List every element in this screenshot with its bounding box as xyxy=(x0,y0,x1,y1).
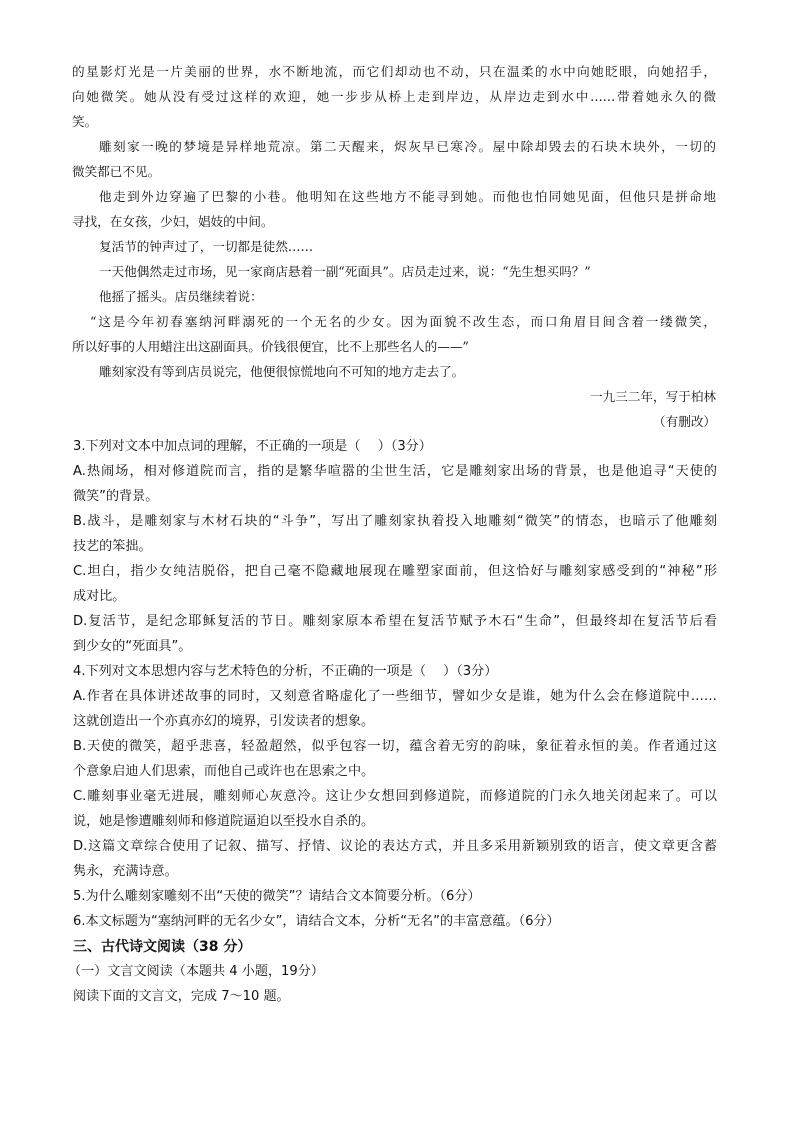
q3-option-b-line1: B.战斗，是雕刻家与木材石块的“斗争”，写出了雕刻家执着投入地雕刻“微笑”的情态，也暗示了他雕刻 xyxy=(73,514,717,529)
q4-stem: 4.下列对文本思想内容与艺术特色的分析，不正确的一项是（ ）（3分） xyxy=(73,664,498,679)
q6-stem: 6.本文标题为“塞纳河畔的无名少女”，请结合文本，分析“无名”的丰富意蕴。（6分） xyxy=(73,914,560,929)
section-3-subheading: （一）文言文阅读（本题共 4 小题，19分） xyxy=(68,964,324,979)
story-p5: 一天他偶然走过市场，见一家商店悬着一副“死面具”。店员走过来，说：“先生想买吗？” xyxy=(99,264,591,279)
story-p6: 他摇了摇头。店员继续着说： xyxy=(99,289,263,304)
story-p7-line1: “这是今年初春塞纳河畔溺死的一个无名的少女。因为面貌不改生态，而口角眉目间含着一缕微笑， xyxy=(90,314,716,329)
story-p4: 复活节的钟声过了，一切都是徒然…… xyxy=(99,239,314,254)
story-signature: 一九三二年，写于柏林 xyxy=(590,389,716,404)
story-p3-line1: 他走到外边穿遍了巴黎的小巷。他明知在这些地方不能寻到她。而他也怕同她见面，但他只是拼命地 xyxy=(99,189,716,204)
q3-option-a-line2: 微笑”的背景。 xyxy=(73,489,159,504)
q3-option-d-line1: D.复活节，是纪念耶稣复活的节日。雕刻家原本希望在复活节赋予木石“生命”，但最终却在复活节后看 xyxy=(73,614,717,629)
story-p3-line2: 寻找，在女孩，少妇，娼妓的中间。 xyxy=(72,214,274,229)
q4-option-c-line1: C.雕刻事业毫无进展，雕刻师心灰意冷。这让少女想回到修道院，而修道院的门永久地关闭起来了。可以 xyxy=(73,789,717,804)
q4-option-a-line2: 这就创造出一个亦真亦幻的境界，引发读者的想象。 xyxy=(73,714,375,729)
story-p8: 雕刻家没有等到店员说完，他便很惊慌地向不可知的地方走去了。 xyxy=(99,364,465,379)
story-p1-line2: 向她微笑。她从没有受过这样的欢迎，她一步步从桥上走到岸边，从岸边走到水中……带着她永久的微 xyxy=(72,89,716,104)
q3-option-c-line2: 成对比。 xyxy=(73,589,126,604)
story-p1-line1: 的星影灯光是一片美丽的世界，水不断地流，而它们却动也不动，只在温柔的水中向她眨眼，向她招手， xyxy=(72,64,716,79)
q3-option-d-line2: 到少女的“死面具”。 xyxy=(73,639,192,654)
q4-option-c-line2: 说，她是惨遭雕刻师和修道院逼迫以至投水自杀的。 xyxy=(73,814,375,829)
q4-option-a-line1: A.作者在具体讲述故事的同时，又刻意省略虚化了一些细节，譬如少女是谁，她为什么会在修道院中…… xyxy=(73,689,717,704)
q5-stem: 5.为什么雕刻家雕刻不出“天使的微笑”？请结合文本简要分析。（6分） xyxy=(73,889,481,904)
section-3-heading: 三、古代诗文阅读（38 分） xyxy=(73,939,252,955)
q4-option-b-line1: B.天使的微笑，超乎悲喜，轻盈超然，似乎包容一切，蕴含着无穷的韵味，象征着永恒的美。作者通过这 xyxy=(73,739,717,754)
story-p1-line3: 笑。 xyxy=(72,114,98,129)
q3-stem: 3.下列对文本中加点词的理解，不正确的一项是（ ）（3分） xyxy=(73,439,432,454)
q3-option-a-line1: A.热闹场，相对修道院而言，指的是繁华喧嚣的尘世生活，它是雕刻家出场的背景，也是他追寻“天使的 xyxy=(73,464,717,479)
story-p7-line2: 所以好事的人用蜡注出这副面具。价钱很便宜，比不上那些名人的——” xyxy=(72,339,469,354)
q4-option-d-line2: 隽永，充满诗意。 xyxy=(73,864,178,879)
story-p2-line1: 雕刻家一晚的梦境是异样地荒凉。第二天醒来，烬灰早已寒冷。屋中除却毁去的石块木块外，一切的 xyxy=(99,139,716,154)
section-3-instruction: 阅读下面的文言文，完成 7～10 题。 xyxy=(73,989,290,1004)
q4-option-d-line1: D.这篇文章综合使用了记叙、描写、抒情、议论的表达方式，并且多采用新颖别致的语言，使文章更含蓄 xyxy=(73,839,717,854)
story-note: （有删改） xyxy=(653,414,716,429)
q3-option-c-line1: C.坦白，指少女纯洁脱俗，把自己毫不隐藏地展现在雕塑家面前，但这恰好与雕刻家感受到的“神秘”形 xyxy=(73,564,717,579)
q3-option-b-line2: 技艺的笨拙。 xyxy=(73,539,152,554)
q4-option-b-line2: 个意象启迪人们思索，而他自己或许也在思索之中。 xyxy=(73,764,375,779)
story-p2-line2: 微笑都已不见。 xyxy=(72,164,161,179)
